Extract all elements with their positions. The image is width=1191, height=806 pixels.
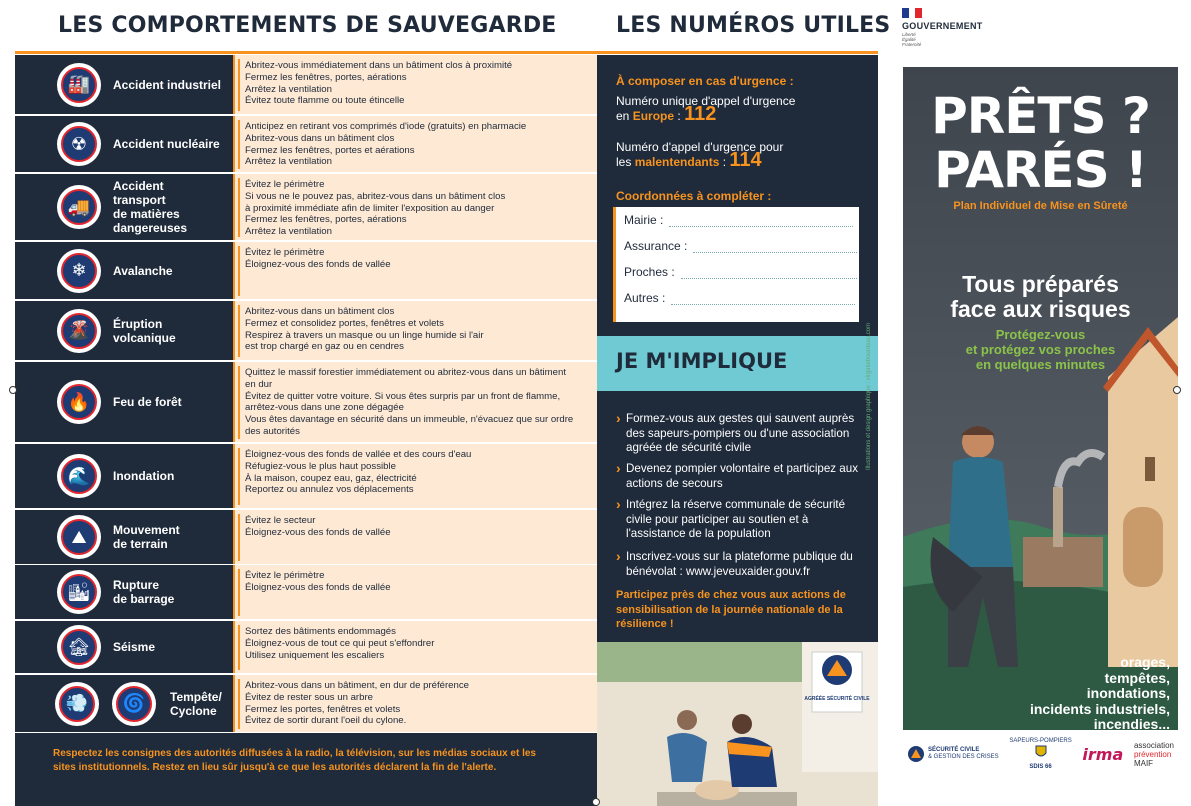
risk-action: Éloignez-vous des fonds de vallée xyxy=(245,258,391,270)
cyclone-icon: 🌀 xyxy=(112,682,156,726)
flood-icon: 🌊 xyxy=(57,454,101,498)
risk-action: Fermez les fenêtres, portes et aérations xyxy=(245,144,415,156)
risk-label-line: Avalanche xyxy=(113,263,173,278)
risk-action: Reportez ou annulez vos déplacements xyxy=(245,484,414,496)
risk-actions xyxy=(235,565,597,619)
risk-action: Évitez le périmètre xyxy=(245,570,325,581)
risk-label-line: dangereuses xyxy=(113,221,188,235)
registration-mark xyxy=(592,798,600,806)
risk-action: Arrêtez la ventilation xyxy=(245,156,332,168)
risk-action: à proximité immédiate afin de limiter l'exposition au danger xyxy=(245,202,495,214)
risk-label-line: de terrain xyxy=(113,537,168,551)
risk-action: Fermez les fenêtres, portes, aérations xyxy=(245,71,407,83)
registration-mark xyxy=(9,386,17,394)
logo-text: association xyxy=(1133,740,1174,750)
risk-label-cell xyxy=(15,362,233,442)
motto-line: Liberté xyxy=(902,32,916,37)
logo-text: MAIF xyxy=(1133,758,1154,768)
risk-action: Respirez à travers un masque ou un linge humide si l'air xyxy=(245,329,484,341)
risk-action: Évitez de quitter votre voiture. Si vous êtes surpris par un front de flamme, xyxy=(245,390,561,402)
risk-row xyxy=(15,675,597,732)
risk-action: Fermez les fenêtres, portes, aérations xyxy=(245,214,407,226)
risk-label-line: Feu de forêt xyxy=(113,395,182,409)
risk-label-line: Accident nucléaire xyxy=(113,137,220,151)
risk-row xyxy=(15,301,597,360)
risk-label-cell xyxy=(15,510,233,564)
field-label: Autres : xyxy=(624,291,666,305)
europe-number: 112 xyxy=(684,103,717,125)
risk-action: Évitez de rester sous un arbre xyxy=(245,691,373,703)
risk-action: est trop chargé en gaz ou en cendres xyxy=(245,341,404,353)
risk-label xyxy=(113,78,221,92)
risk-action: Abritez-vous dans un bâtiment, en dur de préférence xyxy=(245,680,469,691)
irma-logo: irma xyxy=(1082,744,1124,764)
risk-label-cell xyxy=(15,675,233,732)
risk-row xyxy=(15,510,597,564)
sdis-shield-icon xyxy=(1034,745,1048,759)
cover-tagline xyxy=(903,272,1178,322)
footer-note: Respectez les consignes des autorités diffusées à la radio, la télévision, sur les médias sociaux et les sites institutionnels. Restez en lieu sûr jusqu'à ce que les autorités déclarent la fin de l'alerte. xyxy=(15,733,597,806)
risk-label xyxy=(113,317,176,345)
truck-icon: 🚚 xyxy=(57,185,101,229)
implique-title: JE M'IMPLIQUE xyxy=(616,349,788,373)
tagline-line: face aux risques xyxy=(950,296,1131,322)
risk-word: orages, xyxy=(1120,654,1170,670)
illustration-credit: Illustrations et design graphique : virginiebourdeau.com xyxy=(866,322,872,470)
cover-title xyxy=(903,89,1178,197)
risk-label xyxy=(113,179,187,235)
logo-text: prévention xyxy=(1133,749,1172,759)
risk-actions xyxy=(235,55,597,114)
risk-action: Abritez-vous dans un bâtiment clos xyxy=(245,306,395,317)
risk-label-line: de barrage xyxy=(113,592,175,606)
sourds-word: malentendants xyxy=(634,155,720,169)
risk-actions xyxy=(235,242,597,299)
risk-action: arrêtez-vous dans une zone dégagée xyxy=(245,402,404,414)
risk-action: Arrêtez la ventilation xyxy=(245,226,332,238)
risk-actions xyxy=(235,510,597,564)
risk-action: Sortez des bâtiments endommagés xyxy=(245,626,396,637)
agree-sign-text: AGRÉÉE SÉCURITÉ CIVILE xyxy=(804,696,870,702)
government-motto xyxy=(902,32,983,47)
risk-row xyxy=(15,116,597,172)
field-line[interactable] xyxy=(693,242,857,253)
europe-prefix: en xyxy=(616,109,630,123)
logo-text: SÉCURITÉ CIVILE xyxy=(928,747,980,753)
risk-word: incendies... xyxy=(1093,716,1170,730)
risk-row xyxy=(15,565,597,619)
field-label: Proches : xyxy=(624,265,675,279)
french-flag-icon xyxy=(902,8,922,18)
europe-colon: : xyxy=(677,109,681,123)
radiation-icon: ☢ xyxy=(57,122,101,166)
risk-label-line: volcanique xyxy=(113,330,176,345)
risk-label-line: Cyclone xyxy=(170,703,217,718)
tagline-line: Tous préparés xyxy=(962,271,1119,297)
registration-mark xyxy=(1173,386,1181,394)
risk-action: Anticipez en retirant vos comprimés d'iode (gratuits) en pharmacie xyxy=(245,121,527,132)
middle-title: LES NUMÉROS UTILES xyxy=(616,13,891,38)
risk-label-cell xyxy=(15,565,233,619)
risk-label xyxy=(113,264,173,278)
risk-action: Éloignez-vous de tout ce qui peut s'effondrer xyxy=(245,637,435,649)
risk-label-line: Rupture xyxy=(113,578,159,592)
earthquake-icon: 🏚 xyxy=(57,625,101,669)
risk-action: en dur xyxy=(245,378,273,390)
volcano-icon: 🌋 xyxy=(57,309,101,353)
risk-action: Quittez le massif forestier immédiatement ou abritez-vous dans un bâtiment xyxy=(245,367,567,378)
cover-panel xyxy=(903,67,1178,730)
europe-line-2 xyxy=(616,103,717,125)
implique-item: › Formez-vous aux gestes qui sauvent auprès des sapeurs-pompiers ou d'une association agréée de sécurité civile xyxy=(616,412,866,456)
sourds-number: 114 xyxy=(729,149,762,171)
sdis-logo xyxy=(1009,738,1071,771)
risk-label-cell xyxy=(15,621,233,673)
risk-label-cell xyxy=(15,444,233,508)
middle-title-underline xyxy=(597,51,878,54)
risk-label xyxy=(113,640,155,654)
risk-word: tempêtes, xyxy=(1104,669,1170,686)
resilience-callout: Participez près de chez vous aux actions de sensibilisation de la journée nationale de la résilience ! xyxy=(616,589,846,630)
risk-label-cell xyxy=(15,55,233,114)
risk-row xyxy=(15,55,597,114)
risk-action: Éloignez-vous des fonds de vallée et des cours d'eau xyxy=(245,449,472,460)
logo-text: & GESTION DES CRISES xyxy=(928,754,999,760)
maif-logo xyxy=(1134,741,1174,768)
risk-action: Vous êtes davantage en sécurité dans un immeuble, n'évacuez que sur ordre xyxy=(245,414,574,426)
risk-label xyxy=(113,578,174,606)
field-label: Mairie : xyxy=(624,213,664,227)
risk-action: À la maison, coupez eau, gaz, électricité xyxy=(245,472,417,484)
implique-item: › Inscrivez-vous sur la plateforme publique du bénévolat : www.jeveuxaider.gouv.fr xyxy=(616,550,866,579)
risk-label-cell xyxy=(15,174,233,240)
risk-actions xyxy=(235,675,597,732)
first-aid-illustration xyxy=(597,642,878,806)
risk-label-line: Accident xyxy=(113,179,164,193)
left-title: LES COMPORTEMENTS DE SAUVEGARDE xyxy=(58,13,557,38)
risk-actions xyxy=(235,362,597,442)
risk-action: Évitez le périmètre xyxy=(245,179,325,190)
field-mairie[interactable] xyxy=(624,213,853,227)
risk-actions xyxy=(235,116,597,172)
securite-civile-emblem-icon xyxy=(907,745,925,763)
risk-label xyxy=(113,137,220,151)
risk-action: Évitez toute flamme ou toute étincelle xyxy=(245,95,405,107)
risk-action: Fermez et consolidez portes, fenêtres et volets xyxy=(245,317,444,329)
coords-heading: Coordonnées à compléter : xyxy=(616,189,772,203)
risk-action: Abritez-vous dans un bâtiment clos xyxy=(245,132,395,144)
risk-action: Éloignez-vous des fonds de vallée xyxy=(245,526,391,538)
partner-logos xyxy=(903,736,1178,772)
risk-action: Fermez les portes, fenêtres et volets xyxy=(245,703,401,715)
risk-label xyxy=(113,469,174,483)
risk-action: Réfugiez-vous le plus haut possible xyxy=(245,460,396,472)
implique-item: › Intégrez la réserve communale de sécurité civile pour participer au soutien et à l'assistance de la population xyxy=(616,498,866,542)
sourds-line-2 xyxy=(616,149,762,171)
risk-label-line: Tempête/ xyxy=(170,689,222,704)
field-line[interactable] xyxy=(681,268,857,279)
risk-label-line: transport xyxy=(113,193,166,207)
europe-word: Europe xyxy=(632,109,675,123)
cover-title-line: PRÊTS ? xyxy=(931,87,1150,145)
risk-label-line: Éruption xyxy=(113,316,163,331)
risk-row xyxy=(15,174,597,240)
sourds-colon: : xyxy=(722,155,727,169)
risk-label xyxy=(113,523,180,551)
risk-actions xyxy=(235,301,597,360)
factory-icon: 🏭 xyxy=(57,63,101,107)
europe-line-1: Numéro unique d'appel d'urgence xyxy=(616,94,796,108)
risk-label-line: Mouvement xyxy=(113,523,180,537)
securite-civile-logo xyxy=(907,745,999,763)
left-title-underline xyxy=(15,51,597,54)
dam-icon: 🏙 xyxy=(57,570,101,614)
risk-label xyxy=(170,690,222,718)
field-proches[interactable] xyxy=(624,265,857,279)
risk-action: Si vous ne le pouvez pas, abritez-vous dans un bâtiment clos xyxy=(245,190,506,202)
risk-label-cell xyxy=(15,301,233,360)
field-line[interactable] xyxy=(671,294,855,305)
risk-action: Évitez le secteur xyxy=(245,515,316,526)
risk-label-line: Séisme xyxy=(113,640,156,654)
government-name: GOUVERNEMENT xyxy=(902,21,983,31)
sourds-prefix: les xyxy=(616,155,632,169)
cover-title-line: PARÉS ! xyxy=(934,141,1147,199)
risk-action: Évitez le périmètre xyxy=(245,247,325,258)
risk-row xyxy=(15,621,597,673)
risk-action: Arrêtez la ventilation xyxy=(245,83,332,95)
emergency-heading: À composer en cas d'urgence : xyxy=(616,74,794,88)
field-label: Assurance : xyxy=(624,239,688,253)
risk-actions xyxy=(235,174,597,240)
risk-action: Abritez-vous immédiatement dans un bâtiment clos à proximité xyxy=(245,60,513,71)
risk-action: des autorités xyxy=(245,425,300,437)
protect-line: et protégez vos proches xyxy=(965,342,1116,357)
government-logo xyxy=(902,8,983,47)
numbers-column xyxy=(597,55,878,806)
logo-text: SAPEURS-POMPIERS xyxy=(1009,737,1072,744)
implique-banner xyxy=(597,336,878,391)
sourds-line-1: Numéro d'appel d'urgence pour xyxy=(616,140,784,154)
motto-line: Fraternité xyxy=(902,42,922,47)
forest-fire-icon: 🔥 xyxy=(57,380,101,424)
storm-icon: 💨 xyxy=(55,682,99,726)
cover-subtitle: Plan Individuel de Mise en Sûreté xyxy=(953,200,1128,212)
field-line[interactable] xyxy=(669,216,853,227)
risk-row xyxy=(15,362,597,442)
risk-action: Éloignez-vous des fonds de vallée xyxy=(245,581,391,593)
protect-line: en quelques minutes xyxy=(975,357,1106,372)
motto-line: Égalité xyxy=(902,37,916,42)
risk-label-cell xyxy=(15,242,233,299)
risk-actions xyxy=(235,444,597,508)
risk-label xyxy=(113,395,182,409)
cover-risk-list xyxy=(1030,655,1170,730)
coords-form xyxy=(613,207,859,322)
protect-line: Protégez-vous xyxy=(995,327,1086,342)
implique-item: › Devenez pompier volontaire et participez aux actions de secours xyxy=(616,462,866,491)
risk-word: inondations, xyxy=(1086,685,1170,701)
cover-protect xyxy=(903,327,1178,372)
field-assurance[interactable] xyxy=(624,239,857,253)
field-autres[interactable] xyxy=(624,291,855,305)
risk-action: Évitez de sortir durant l'oeil du cylone. xyxy=(245,715,407,727)
risk-row xyxy=(15,444,597,508)
logo-text: SDIS 66 xyxy=(1029,763,1052,770)
avalanche-icon: ❄ xyxy=(57,249,101,293)
landslide-icon: ⛰ xyxy=(57,515,101,559)
risk-label-line: Inondation xyxy=(113,469,175,483)
risk-action: Utilisez uniquement les escaliers xyxy=(245,649,385,661)
risk-label-cell xyxy=(15,116,233,172)
risk-label-line: Accident industriel xyxy=(113,77,222,92)
risk-actions xyxy=(235,621,597,673)
risk-word: incidents industriels, xyxy=(1029,700,1170,717)
risk-label-line: de matières xyxy=(113,207,180,221)
risk-row xyxy=(15,242,597,299)
